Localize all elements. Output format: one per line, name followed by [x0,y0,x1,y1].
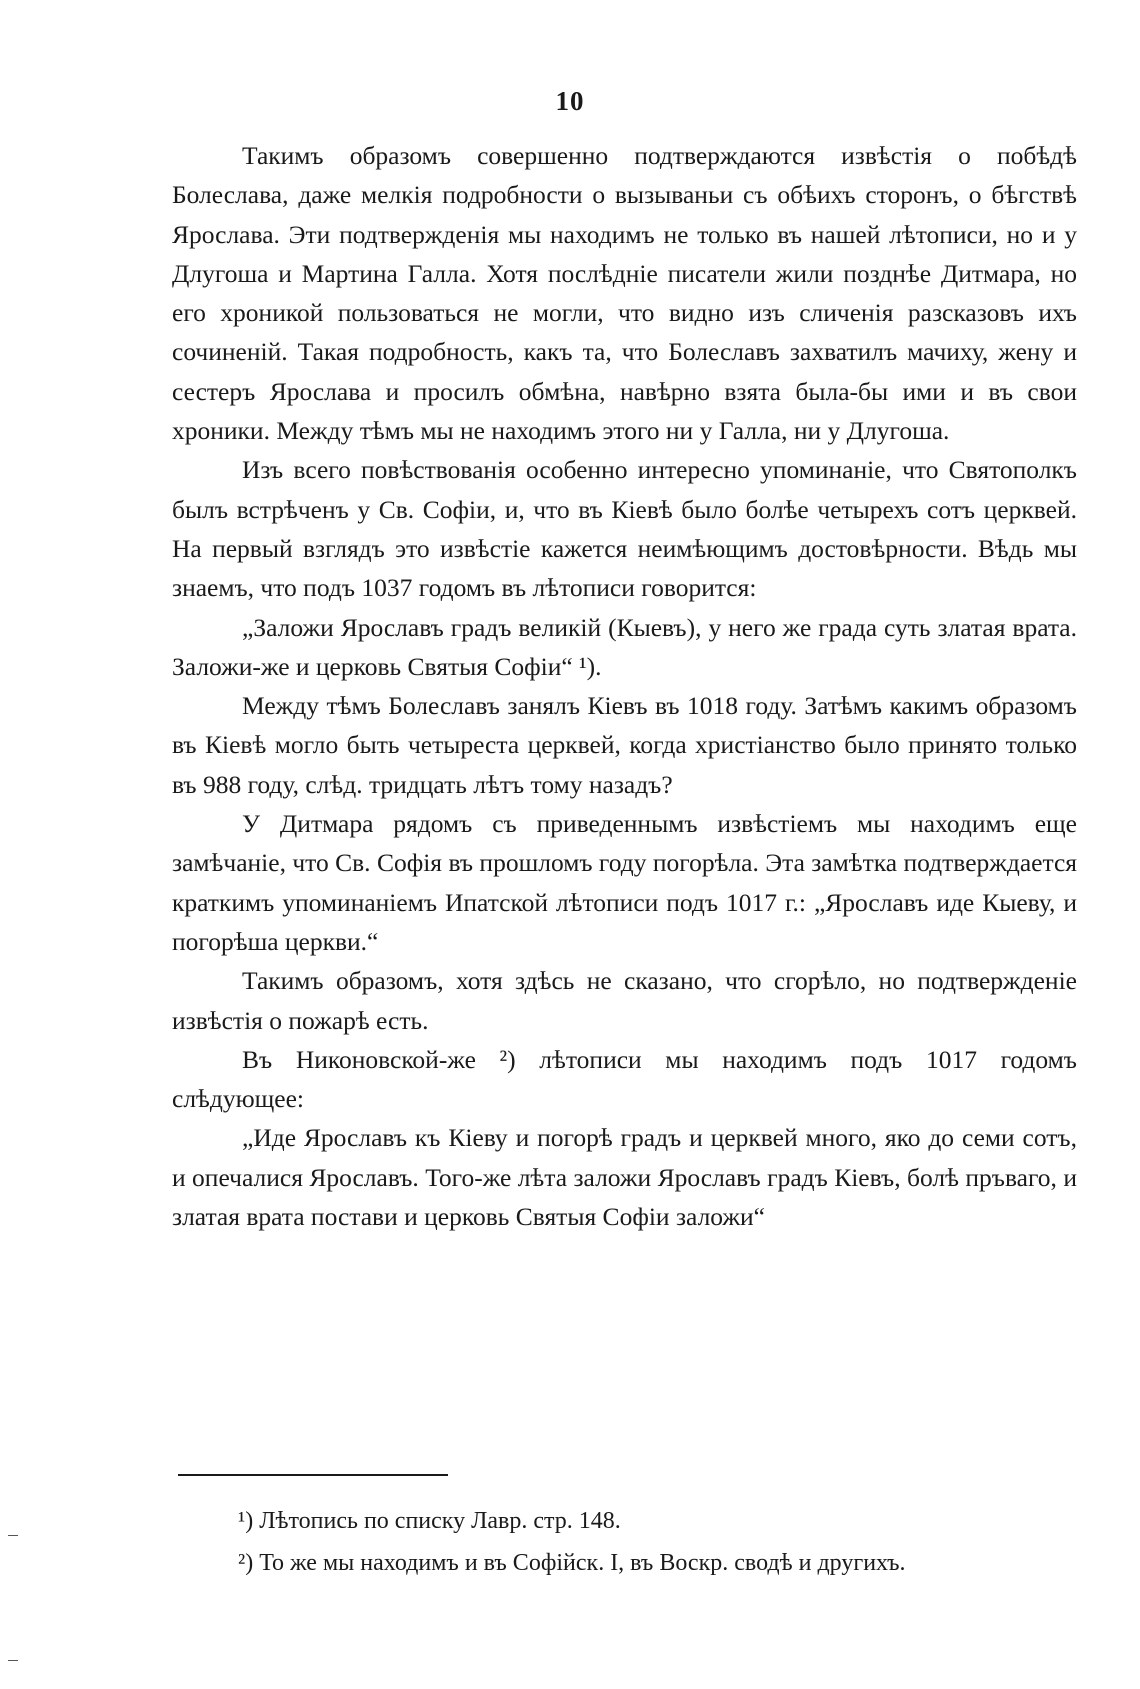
footnote [238,1500,1078,1542]
footnote-text: Лѣтопись по списку Лавр. стр. 148. [259,1508,621,1534]
paragraph: Изъ всего повѣствованія особенно интересно упоминаніе, что Святополкъ былъ встрѣченъ у Св. Софіи, и, что въ Кіевѣ было болѣе четырехъ сотъ церквей. На первый взглядъ это извѣстіе кажется неимѣющимъ достовѣрности. Вѣдь мы знаемъ, что подъ 1037 годомъ въ лѣтописи говорится: [172,455,1077,603]
footnote-mark: ¹) [238,1508,254,1534]
paragraph: Такимъ образомъ, хотя здѣсь не сказано, что сгорѣло, но подтвержденіе извѣстія о пожарѣ есть. [172,966,1077,1035]
footnotes [238,1500,1078,1584]
paragraph: У Дитмара рядомъ съ приведеннымъ извѣстіемъ мы находимъ еще замѣчаніе, что Св. Софія въ прошломъ году погорѣла. Эта замѣтка подтверждается краткимъ упоминаніемъ Ипатской лѣтописи подъ 1017 г.: „Ярославъ иде Кыеву, и погорѣша церкви.“ [172,809,1077,956]
paragraph: Въ Никоновской-же ²) лѣтописи мы находимъ подъ 1017 годомъ слѣдующее: [172,1044,1077,1114]
quotation: „Заложи Ярославъ градъ великій (Кыевъ), у него же града суть златая врата. Заложи-же и церковь Святыя Софіи“ ¹). [172,612,1077,681]
footnote-separator [178,1474,448,1476]
footnote [238,1542,1078,1584]
quotation: „Иде Ярославъ къ Кіеву и погорѣ градъ и церквей много, яко до семи сотъ, и опечалися Ярославъ. Того-же лѣта заложи Ярославъ градъ Кіевъ, болѣ пръваго, и златая врата постави и церковь Святыя Софіи заложи“ [172,1123,1077,1232]
body-text [172,136,1077,1236]
footnote-mark: ²) [238,1550,254,1576]
margin-tick [8,1660,18,1661]
paragraph: Такимъ образомъ совершенно подтверждаются извѣстія о побѣдѣ Болеслава, даже мелкія подробности о вызываньи съ обѣихъ сторонъ, о бѣгствѣ Ярослава. Эти подтвержденія мы находимъ не только въ нашей лѣтописи, но и у Длугоша и Мартина Галла. Хотя послѣдніе писатели жили позднѣе Дитмара, но его хроникой пользоваться не могли, что видно изъ сличенія разсказовъ ихъ сочиненій. Такая подробность, какъ та, что Болеславъ захватилъ мачиху, жену и сестеръ Ярослава и просилъ обмѣна, навѣрно взята была-бы ими и въ свои хроники. Между тѣмъ мы не находимъ этого ни у Галла, ни у Длугоша. [172,141,1077,446]
footnote-text: То же мы находимъ и въ Софійск. I, въ Воскр. сводѣ и другихъ. [259,1550,906,1576]
margin-tick [8,1535,18,1536]
paragraph: Между тѣмъ Болеславъ занялъ Кіевъ въ 1018 году. Затѣмъ какимъ образомъ въ Кіевѣ могло быть четыреста церквей, когда христіанство было принято только въ 988 году, слѣд. тридцать лѣтъ тому назадъ? [172,691,1077,799]
page-number: 10 [555,86,585,116]
